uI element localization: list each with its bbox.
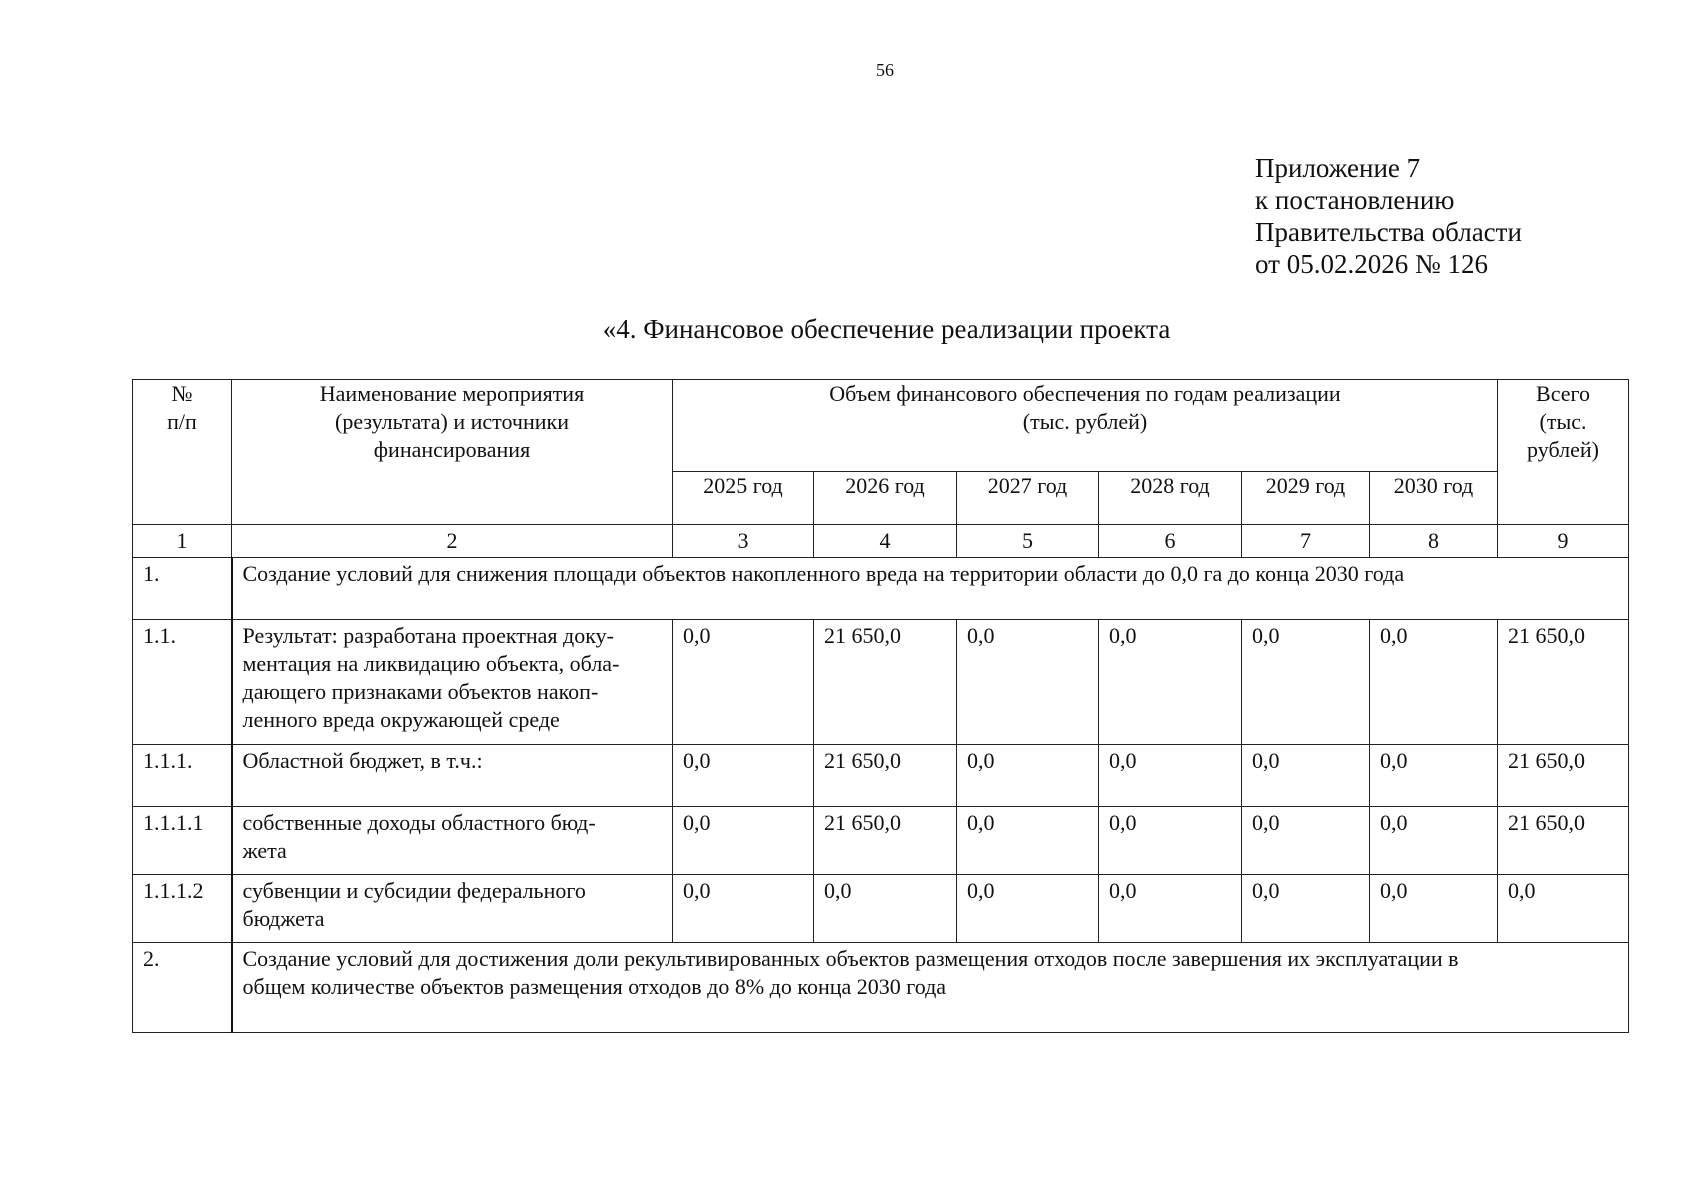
row-number: 1. — [133, 558, 232, 620]
header-volume — [673, 380, 1498, 472]
value-cell: 0,0 — [1242, 807, 1370, 875]
value-cell: 0,0 — [673, 620, 814, 745]
header-text: № — [171, 381, 193, 406]
appendix-line: от 05.02.2026 № 126 — [1255, 249, 1488, 279]
header-text: рублей) — [1527, 437, 1599, 462]
value-cell: 0,0 — [673, 745, 814, 807]
row-number: 1.1.1.2 — [133, 875, 232, 943]
header-text: финансирования — [373, 437, 531, 462]
header-year: 2025 год — [673, 472, 814, 525]
section-title: «4. Финансовое обеспечение реализации проекта — [602, 314, 1171, 344]
appendix-block — [1255, 152, 1522, 280]
column-number: 7 — [1242, 525, 1370, 558]
value-cell: 21 650,0 — [814, 745, 957, 807]
header-text: (тыс. рублей) — [1022, 409, 1148, 434]
row-name-line: ленного вреда окружающей среде — [242, 707, 560, 732]
row-name-line: жета — [242, 838, 287, 863]
table-row — [133, 745, 1629, 807]
header-year: 2030 год — [1370, 472, 1498, 525]
row-text-line: общем количестве объектов размещения отходов до 8% до конца 2030 года — [242, 974, 947, 999]
column-number: 3 — [673, 525, 814, 558]
appendix-line: к постановлению — [1255, 185, 1455, 215]
total-cell: 21 650,0 — [1498, 745, 1629, 807]
table-row — [133, 875, 1629, 943]
row-name — [232, 807, 673, 875]
value-cell: 0,0 — [1242, 875, 1370, 943]
row-text-line: Создание условий для достижения доли рекультивированных объектов размещения отходов после завершения их эксплуатации в — [242, 946, 1459, 971]
table-row — [133, 620, 1629, 745]
header-text: Всего — [1536, 381, 1590, 406]
value-cell: 0,0 — [1370, 875, 1498, 943]
value-cell: 0,0 — [1099, 620, 1242, 745]
value-cell: 0,0 — [1370, 745, 1498, 807]
row-name-line: Результат: разработана проектная доку- — [242, 623, 614, 648]
header-text: Наименование мероприятия — [319, 381, 585, 406]
page-number: 56 — [876, 60, 894, 80]
table-row — [133, 558, 1629, 620]
total-cell: 0,0 — [1498, 875, 1629, 943]
value-cell: 0,0 — [957, 745, 1099, 807]
column-number: 1 — [133, 525, 232, 558]
financing-table — [132, 379, 1629, 1033]
header-text: (тыс. — [1539, 409, 1587, 434]
row-name — [232, 620, 673, 745]
value-cell: 0,0 — [673, 875, 814, 943]
value-cell: 0,0 — [1242, 745, 1370, 807]
column-number: 8 — [1370, 525, 1498, 558]
value-cell: 0,0 — [814, 875, 957, 943]
header-text: п/п — [167, 409, 197, 434]
header-total — [1498, 380, 1629, 525]
value-cell: 0,0 — [957, 875, 1099, 943]
row-name-line: бюджета — [242, 906, 325, 931]
header-text: Объем финансового обеспечения по годам реализации — [829, 381, 1341, 406]
column-number: 5 — [957, 525, 1099, 558]
appendix-line: Правительства области — [1255, 217, 1522, 247]
value-cell: 0,0 — [1099, 745, 1242, 807]
row-number: 1.1. — [133, 620, 232, 745]
total-cell: 21 650,0 — [1498, 807, 1629, 875]
row-name-line: собственные доходы областного бюд- — [242, 810, 596, 835]
row-name-line: субвенции и субсидии федерального — [242, 878, 586, 903]
row-number: 1.1.1. — [133, 745, 232, 807]
appendix-line: Приложение 7 — [1255, 153, 1421, 183]
value-cell: 0,0 — [957, 620, 1099, 745]
value-cell: 21 650,0 — [814, 807, 957, 875]
value-cell: 0,0 — [673, 807, 814, 875]
column-number: 9 — [1498, 525, 1629, 558]
total-cell: 21 650,0 — [1498, 620, 1629, 745]
header-name — [232, 380, 673, 525]
value-cell: 21 650,0 — [814, 620, 957, 745]
table-row — [133, 807, 1629, 875]
header-text: (результата) и источники — [335, 409, 569, 434]
value-cell: 0,0 — [1099, 807, 1242, 875]
value-cell: 0,0 — [1099, 875, 1242, 943]
header-year: 2028 год — [1099, 472, 1242, 525]
header-year: 2026 год — [814, 472, 957, 525]
row-name-line: Областной бюджет, в т.ч.: — [242, 748, 483, 773]
row-name — [232, 745, 673, 807]
header-year: 2029 год — [1242, 472, 1370, 525]
value-cell: 0,0 — [1370, 620, 1498, 745]
value-cell: 0,0 — [1242, 620, 1370, 745]
row-name-line: дающего признаками объектов накоп- — [242, 679, 599, 704]
column-number: 4 — [814, 525, 957, 558]
value-cell: 0,0 — [1370, 807, 1498, 875]
row-name-line: ментация на ликвидацию объекта, обла- — [242, 651, 620, 676]
column-number: 2 — [232, 525, 673, 558]
row-number: 2. — [133, 943, 232, 1033]
column-number: 6 — [1099, 525, 1242, 558]
row-text — [232, 943, 1629, 1033]
row-text: Создание условий для снижения площади объектов накопленного вреда на территории области до 0,0 га до конца 2030 года — [232, 558, 1629, 620]
header-num — [133, 380, 232, 525]
row-name — [232, 875, 673, 943]
value-cell: 0,0 — [957, 807, 1099, 875]
table-row — [133, 943, 1629, 1033]
row-number: 1.1.1.1 — [133, 807, 232, 875]
header-year: 2027 год — [957, 472, 1099, 525]
